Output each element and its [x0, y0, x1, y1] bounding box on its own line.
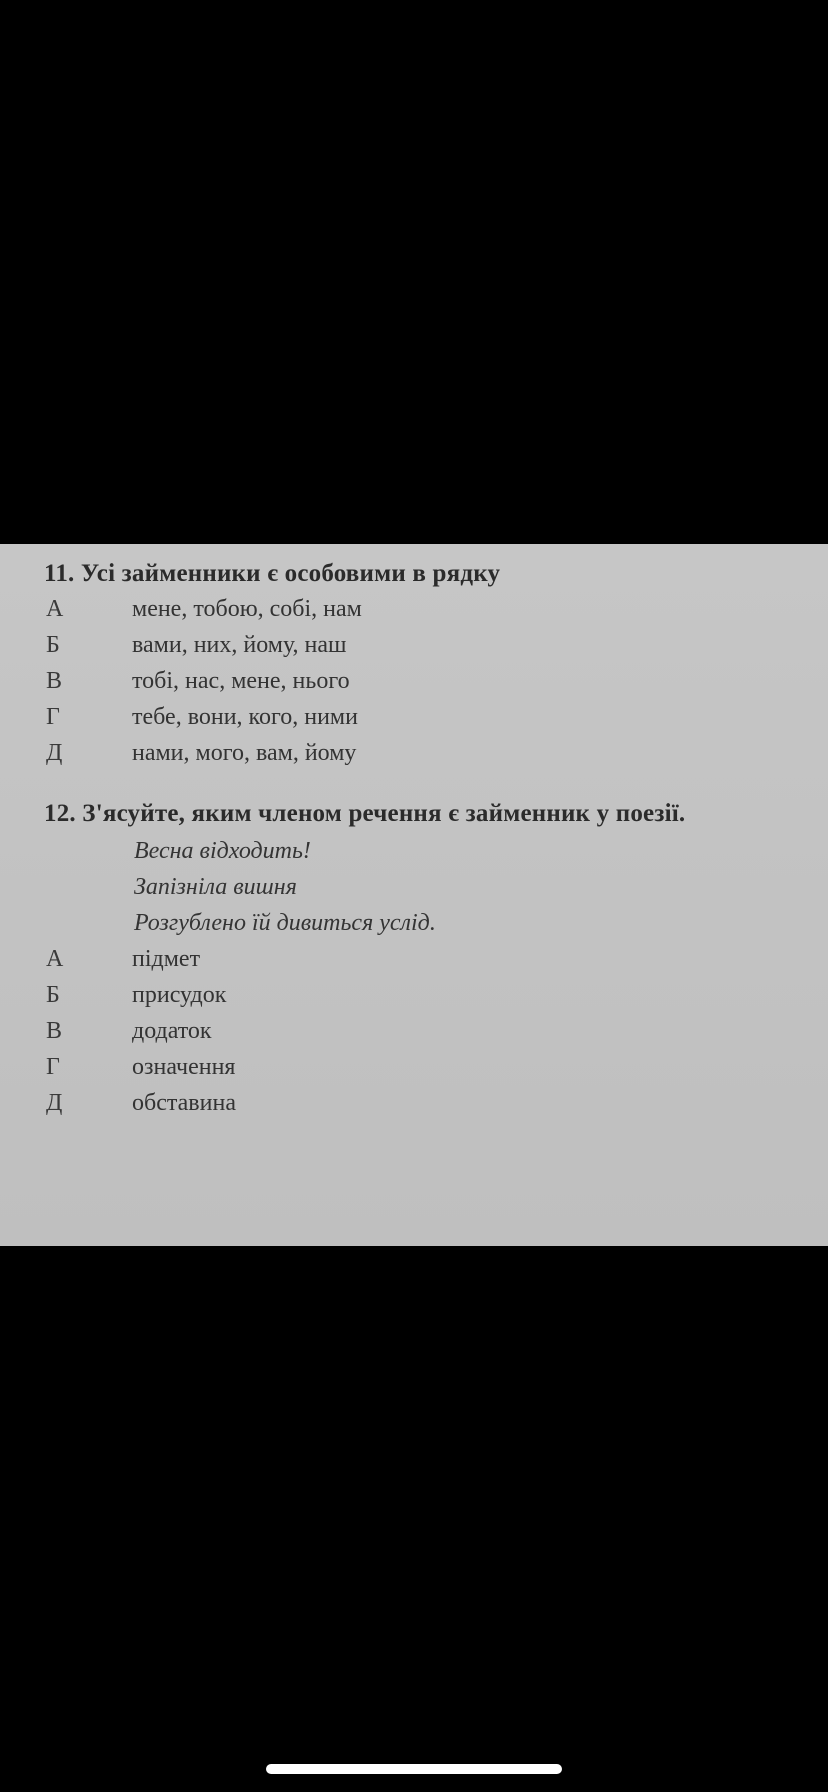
- option-text: нами, мого, вам, йому: [132, 740, 357, 766]
- poem-line: Розгублено їй дивиться услід.: [134, 910, 436, 936]
- option-letter: В: [46, 668, 63, 694]
- option-letter: А: [46, 946, 64, 972]
- question-12-option-v: [0, 1018, 828, 1052]
- option-text: обставина: [132, 1090, 236, 1116]
- option-letter: Д: [46, 1090, 63, 1116]
- option-text: вами, них, йому, наш: [132, 632, 347, 658]
- question-11-option-b: [0, 632, 828, 666]
- question-12-title: 12. З'ясуйте, яким членом речення є займенник у поезії.: [44, 800, 686, 827]
- question-12-option-d: [0, 1090, 828, 1124]
- option-text: тобі, нас, мене, нього: [132, 668, 350, 694]
- question-11-option-v: [0, 668, 828, 702]
- option-letter: Б: [46, 982, 60, 1008]
- poem-line: Запізніла вишня: [134, 874, 297, 900]
- option-letter: А: [46, 596, 64, 622]
- option-text: додаток: [132, 1018, 212, 1044]
- option-text: означення: [132, 1054, 236, 1080]
- option-letter: В: [46, 1018, 63, 1044]
- option-letter: Б: [46, 632, 60, 658]
- question-11-title: 11. Усі займенники є особовими в рядку: [44, 560, 501, 587]
- option-text: присудок: [132, 982, 227, 1008]
- question-11-option-a: [0, 596, 828, 630]
- option-text: мене, тобою, собі, нам: [132, 596, 362, 622]
- question-12-option-a: [0, 946, 828, 980]
- option-letter: Д: [46, 740, 63, 766]
- option-text: підмет: [132, 946, 201, 972]
- question-12-option-g: [0, 1054, 828, 1088]
- question-11-option-d: [0, 740, 828, 774]
- document-photo: [0, 544, 828, 1246]
- option-letter: Г: [46, 704, 60, 730]
- option-text: тебе, вони, кого, ними: [132, 704, 358, 730]
- question-11-option-g: [0, 704, 828, 738]
- question-12-option-b: [0, 982, 828, 1016]
- poem-line: Весна відходить!: [134, 838, 311, 864]
- home-indicator[interactable]: [266, 1764, 562, 1774]
- option-letter: Г: [46, 1054, 60, 1080]
